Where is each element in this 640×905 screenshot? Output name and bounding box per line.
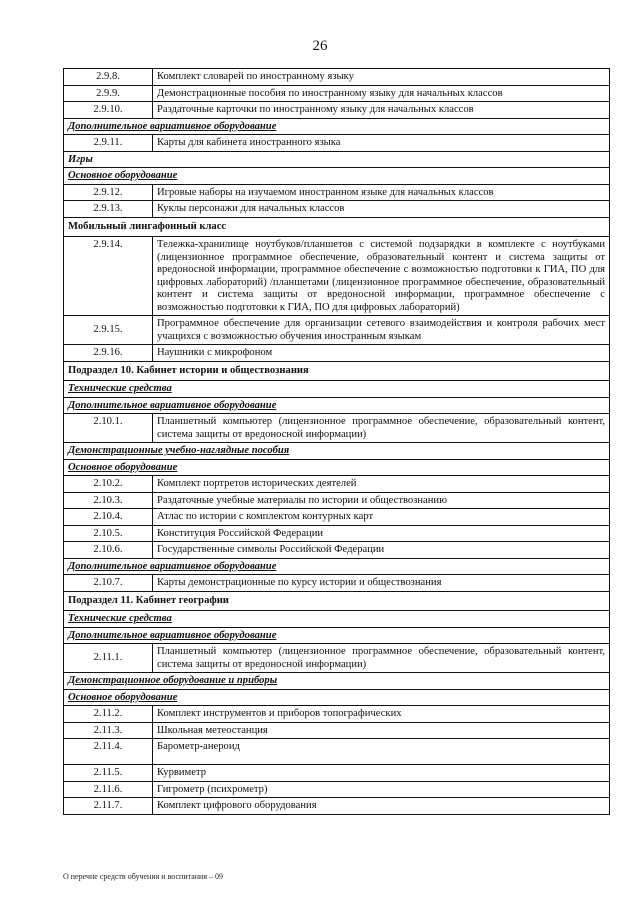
group-heading <box>64 443 610 460</box>
heading-text: Демонстрационное оборудование и приборы <box>68 675 278 686</box>
item-description: Комплект инструментов и приборов топографических <box>153 706 610 723</box>
item-description: Курвиметр <box>153 765 610 782</box>
table-row <box>64 316 610 345</box>
group-heading-row <box>64 689 610 706</box>
item-description: Игровые наборы на изучаемом иностранном языке для начальных классов <box>153 184 610 201</box>
item-description: Гигрометр (психрометр) <box>153 781 610 798</box>
heading-text: Дополнительное вариативное оборудование <box>68 560 277 572</box>
item-code: 2.9.14. <box>64 237 153 316</box>
item-description: Раздаточные учебные материалы по истории и обществознанию <box>153 492 610 509</box>
item-code: 2.9.9. <box>64 85 153 102</box>
item-code: 2.10.3. <box>64 492 153 509</box>
heading-text: Основное оборудование <box>68 461 178 473</box>
heading-text: Демонстрационные учебно-наглядные пособия <box>68 445 290 456</box>
heading-text: Основное оборудование <box>68 691 178 703</box>
group-heading-row <box>64 627 610 644</box>
equipment-table <box>63 68 610 815</box>
item-code: 2.11.7. <box>64 798 153 815</box>
section-heading-row <box>64 591 610 611</box>
item-description: Школьная метеостанция <box>153 722 610 739</box>
section-heading <box>64 361 610 381</box>
group-heading-row <box>64 168 610 185</box>
table-row <box>64 69 610 86</box>
item-description: Куклы персонажи для начальных классов <box>153 201 610 218</box>
item-description: Конституция Российской Федерации <box>153 525 610 542</box>
group-heading-row <box>64 673 610 690</box>
section-heading <box>64 591 610 611</box>
group-heading <box>64 459 610 476</box>
equipment-table-body <box>64 69 610 815</box>
table-row <box>64 644 610 673</box>
item-code: 2.11.4. <box>64 739 153 765</box>
table-row <box>64 414 610 443</box>
item-code: 2.11.5. <box>64 765 153 782</box>
item-description: Барометр-анероид <box>153 739 610 765</box>
group-heading-row <box>64 381 610 398</box>
item-code: 2.10.4. <box>64 509 153 526</box>
heading-text: Мобильный лингафонный класс <box>68 220 227 232</box>
table-row <box>64 542 610 559</box>
table-row <box>64 201 610 218</box>
table-row <box>64 575 610 592</box>
item-description: Карты для кабинета иностранного языка <box>153 135 610 152</box>
table-row <box>64 492 610 509</box>
heading-text: Игры <box>68 153 93 165</box>
item-code: 2.9.13. <box>64 201 153 218</box>
table-row <box>64 184 610 201</box>
table-row <box>64 798 610 815</box>
item-code: 2.10.6. <box>64 542 153 559</box>
item-description: Тележка-хранилище ноутбуков/планшетов с системой подзарядки в комплекте с ноутбуками (лицензионное программное обеспечение, образовательный контент и система защиты от вредоносной информации, программное обеспечение с возможностью подготовки к ГИА, ПО для цифровых лабораторий) /планшетами (лицензионное программное обеспечение, образовательный контент и система защиты от вредоносной информации, программное обеспечение с возможностью подготовки к ГИА, ПО для цифровых лабораторий) <box>153 237 610 316</box>
heading-text: Подраздел 11. Кабинет географии <box>68 594 229 606</box>
group-heading-row <box>64 118 610 135</box>
group-heading <box>64 151 610 168</box>
item-code: 2.9.11. <box>64 135 153 152</box>
section-heading <box>64 217 610 237</box>
heading-text: Дополнительное вариативное оборудование <box>68 399 277 411</box>
group-heading-row <box>64 558 610 575</box>
table-row <box>64 739 610 765</box>
item-code: 2.10.2. <box>64 476 153 493</box>
table-row <box>64 706 610 723</box>
item-description: Планшетный компьютер (лицензионное программное обеспечение, образовательный контент, система защиты от вредоносной информации) <box>153 414 610 443</box>
heading-text: Технические средства <box>68 383 172 394</box>
group-heading <box>64 558 610 575</box>
group-heading <box>64 627 610 644</box>
table-row <box>64 102 610 119</box>
group-heading-row <box>64 459 610 476</box>
table-row <box>64 781 610 798</box>
heading-text: Основное оборудование <box>68 170 178 181</box>
item-code: 2.10.1. <box>64 414 153 443</box>
group-heading-row <box>64 151 610 168</box>
table-row <box>64 509 610 526</box>
item-description: Комплект портретов исторических деятелей <box>153 476 610 493</box>
group-heading <box>64 397 610 414</box>
item-description: Атлас по истории с комплектом контурных карт <box>153 509 610 526</box>
table-row <box>64 345 610 362</box>
item-description: Комплект словарей по иностранному языку <box>153 69 610 86</box>
heading-text: Подраздел 10. Кабинет истории и обществознания <box>68 364 309 376</box>
table-row <box>64 85 610 102</box>
heading-text: Технические средства <box>68 613 172 624</box>
item-code: 2.9.16. <box>64 345 153 362</box>
group-heading-row <box>64 611 610 628</box>
item-code: 2.10.5. <box>64 525 153 542</box>
item-code: 2.10.7. <box>64 575 153 592</box>
item-description: Карты демонстрационные по курсу истории и обществознания <box>153 575 610 592</box>
table-row <box>64 135 610 152</box>
item-code: 2.9.15. <box>64 316 153 345</box>
group-heading <box>64 611 610 628</box>
item-description: Раздаточные карточки по иностранному языку для начальных классов <box>153 102 610 119</box>
page-number: 26 <box>312 38 328 54</box>
group-heading-row <box>64 397 610 414</box>
table-row <box>64 525 610 542</box>
item-code: 2.9.12. <box>64 184 153 201</box>
group-heading <box>64 168 610 185</box>
footer-note: О перечне средств обучения и воспитания – 09 <box>63 872 223 881</box>
heading-text: Дополнительное вариативное оборудование <box>68 120 277 132</box>
group-heading <box>64 118 610 135</box>
item-code: 2.11.3. <box>64 722 153 739</box>
item-description: Демонстрационные пособия по иностранному языку для начальных классов <box>153 85 610 102</box>
item-code: 2.11.2. <box>64 706 153 723</box>
section-heading-row <box>64 361 610 381</box>
item-description: Планшетный компьютер (лицензионное программное обеспечение, образовательный контент, система защиты от вредоносной информации) <box>153 644 610 673</box>
item-description: Комплект цифрового оборудования <box>153 798 610 815</box>
section-heading-row <box>64 217 610 237</box>
group-heading <box>64 689 610 706</box>
item-code: 2.9.8. <box>64 69 153 86</box>
item-description: Наушники с микрофоном <box>153 345 610 362</box>
group-heading-row <box>64 443 610 460</box>
item-code: 2.11.1. <box>64 644 153 673</box>
table-row <box>64 476 610 493</box>
table-row <box>64 765 610 782</box>
item-code: 2.9.10. <box>64 102 153 119</box>
item-description: Государственные символы Российской Федерации <box>153 542 610 559</box>
item-description: Программное обеспечение для организации сетевого взаимодействия и контроля рабочих мест учащихся с возможностью обучения иностранным языкам <box>153 316 610 345</box>
heading-text: Дополнительное вариативное оборудование <box>68 629 277 641</box>
table-row <box>64 237 610 316</box>
table-row <box>64 722 610 739</box>
item-code: 2.11.6. <box>64 781 153 798</box>
group-heading <box>64 381 610 398</box>
group-heading <box>64 673 610 690</box>
